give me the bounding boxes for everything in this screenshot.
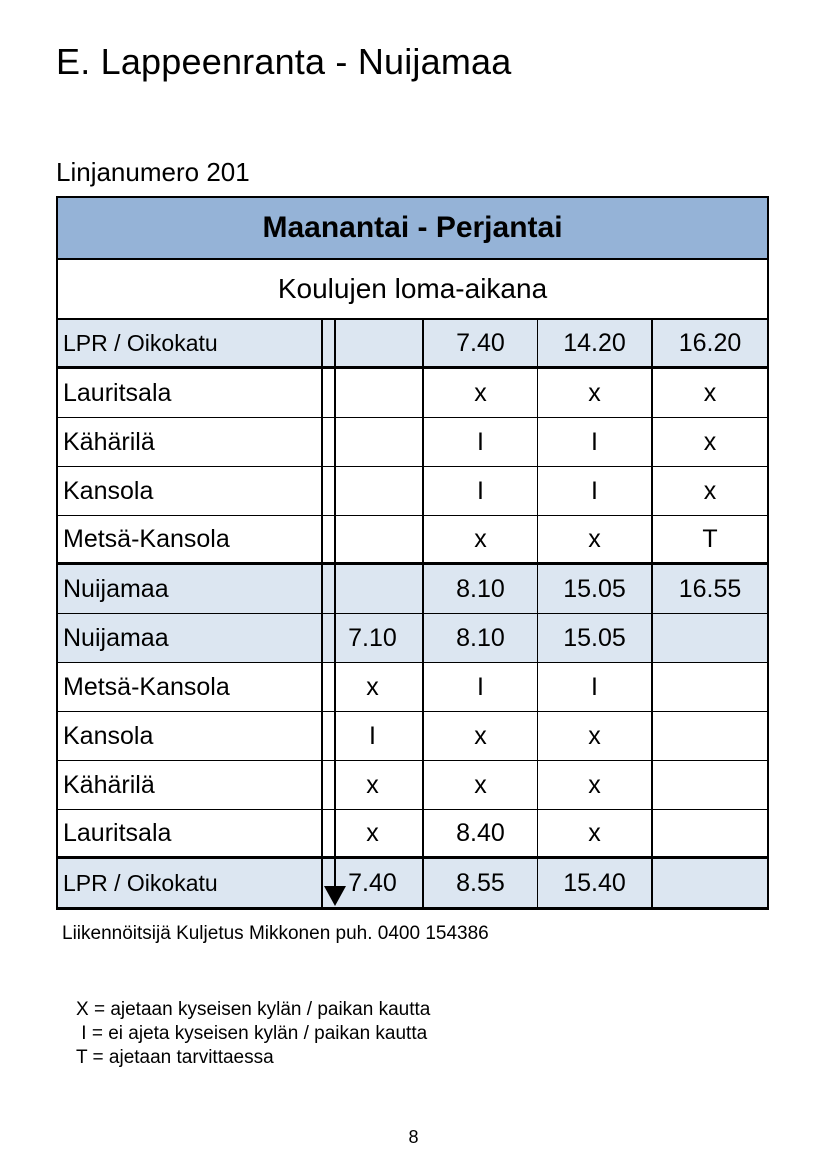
time-cell: [653, 614, 767, 662]
time-cell: 8.40: [424, 810, 538, 856]
time-cell: x: [538, 810, 653, 856]
time-cell: x: [424, 712, 538, 760]
time-cell: [323, 320, 424, 366]
route-direction-line: [334, 320, 336, 894]
table-row: [58, 516, 767, 565]
time-cell: x: [424, 516, 538, 562]
time-cell: [323, 418, 424, 466]
table-row: [58, 614, 767, 663]
time-cell: [323, 369, 424, 417]
time-cell: [323, 565, 424, 613]
time-cell: [323, 516, 424, 562]
stop-name: Kansola: [58, 467, 323, 515]
legend-item: X = ajetaan kyseisen kylän / paikan kautta: [76, 999, 431, 1020]
time-cell: 7.40: [323, 859, 424, 907]
time-cell: [653, 761, 767, 809]
stop-name: Metsä-Kansola: [58, 516, 323, 562]
time-cell: I: [424, 418, 538, 466]
table-row: [58, 565, 767, 614]
stop-name: Kansola: [58, 712, 323, 760]
time-cell: 15.05: [538, 565, 653, 613]
time-cell: 7.40: [424, 320, 538, 366]
page-number: 8: [408, 1127, 419, 1147]
time-cell: x: [538, 712, 653, 760]
time-cell: x: [424, 761, 538, 809]
time-cell: I: [538, 467, 653, 515]
time-cell: 14.20: [538, 320, 653, 366]
time-cell: x: [538, 369, 653, 417]
time-cell: [323, 467, 424, 515]
time-cell: x: [703, 378, 717, 407]
stop-name: Metsä-Kansola: [58, 663, 323, 711]
time-cell: 15.05: [538, 614, 653, 662]
time-cell: x: [323, 663, 424, 711]
legend-item: I = ei ajeta kyseisen kylän / paikan kautta: [76, 1023, 428, 1044]
time-cell: x: [538, 761, 653, 809]
table-row: [58, 663, 767, 712]
table-row: [58, 712, 767, 761]
time-cell: x: [323, 810, 424, 856]
table-row: [58, 761, 767, 810]
time-cell: I: [424, 467, 538, 515]
time-cell: x: [323, 761, 424, 809]
page-title: E. Lappeenranta - Nuijamaa: [56, 41, 512, 82]
time-cell: x: [703, 427, 717, 456]
table-row: [58, 320, 767, 369]
table-row: [58, 418, 767, 467]
time-cell: 8.10: [424, 614, 538, 662]
timetable-rows: [58, 320, 767, 908]
time-cell: 15.40: [538, 859, 653, 907]
timetable-subheader: Koulujen loma-aikana: [58, 260, 767, 320]
time-cell: [653, 810, 767, 856]
time-cell: x: [538, 516, 653, 562]
time-cell: [653, 859, 767, 907]
time-cell: I: [424, 663, 538, 711]
table-row: [58, 810, 767, 859]
stop-name: Nuijamaa: [58, 614, 323, 662]
legend-item: T = ajetaan tarvittaessa: [76, 1047, 274, 1068]
timetable: [56, 196, 769, 910]
time-cell: I: [538, 663, 653, 711]
stop-name: Lauritsala: [58, 810, 323, 856]
stop-name: Lauritsala: [58, 369, 323, 417]
time-cell: [653, 663, 767, 711]
direction-arrow-icon: [324, 886, 346, 906]
table-row: [58, 467, 767, 516]
stop-name: Kähärilä: [58, 761, 323, 809]
stop-name: Nuijamaa: [58, 565, 323, 613]
time-cell: I: [538, 418, 653, 466]
operator-info: Liikennöitsijä Kuljetus Mikkonen puh. 0400 154386: [62, 923, 489, 944]
time-cell: 8.55: [424, 859, 538, 907]
time-cell: 7.10: [323, 614, 424, 662]
legend: [76, 998, 430, 1070]
table-row: [58, 369, 767, 418]
time-cell: x: [703, 476, 717, 505]
time-cell: 8.10: [424, 565, 538, 613]
time-cell: [653, 712, 767, 760]
line-number-label: Linjanumero 201: [56, 157, 250, 187]
table-row: [58, 859, 767, 908]
time-cell: 16.55: [678, 574, 742, 603]
time-cell: 16.20: [678, 328, 742, 357]
stop-name: LPR / Oikokatu: [58, 320, 323, 366]
time-cell: T: [702, 524, 718, 553]
time-cell: x: [424, 369, 538, 417]
stop-name: LPR / Oikokatu: [58, 859, 323, 907]
stop-name: Kähärilä: [58, 418, 323, 466]
timetable-header: Maanantai - Perjantai: [58, 198, 767, 260]
time-cell: I: [323, 712, 424, 760]
